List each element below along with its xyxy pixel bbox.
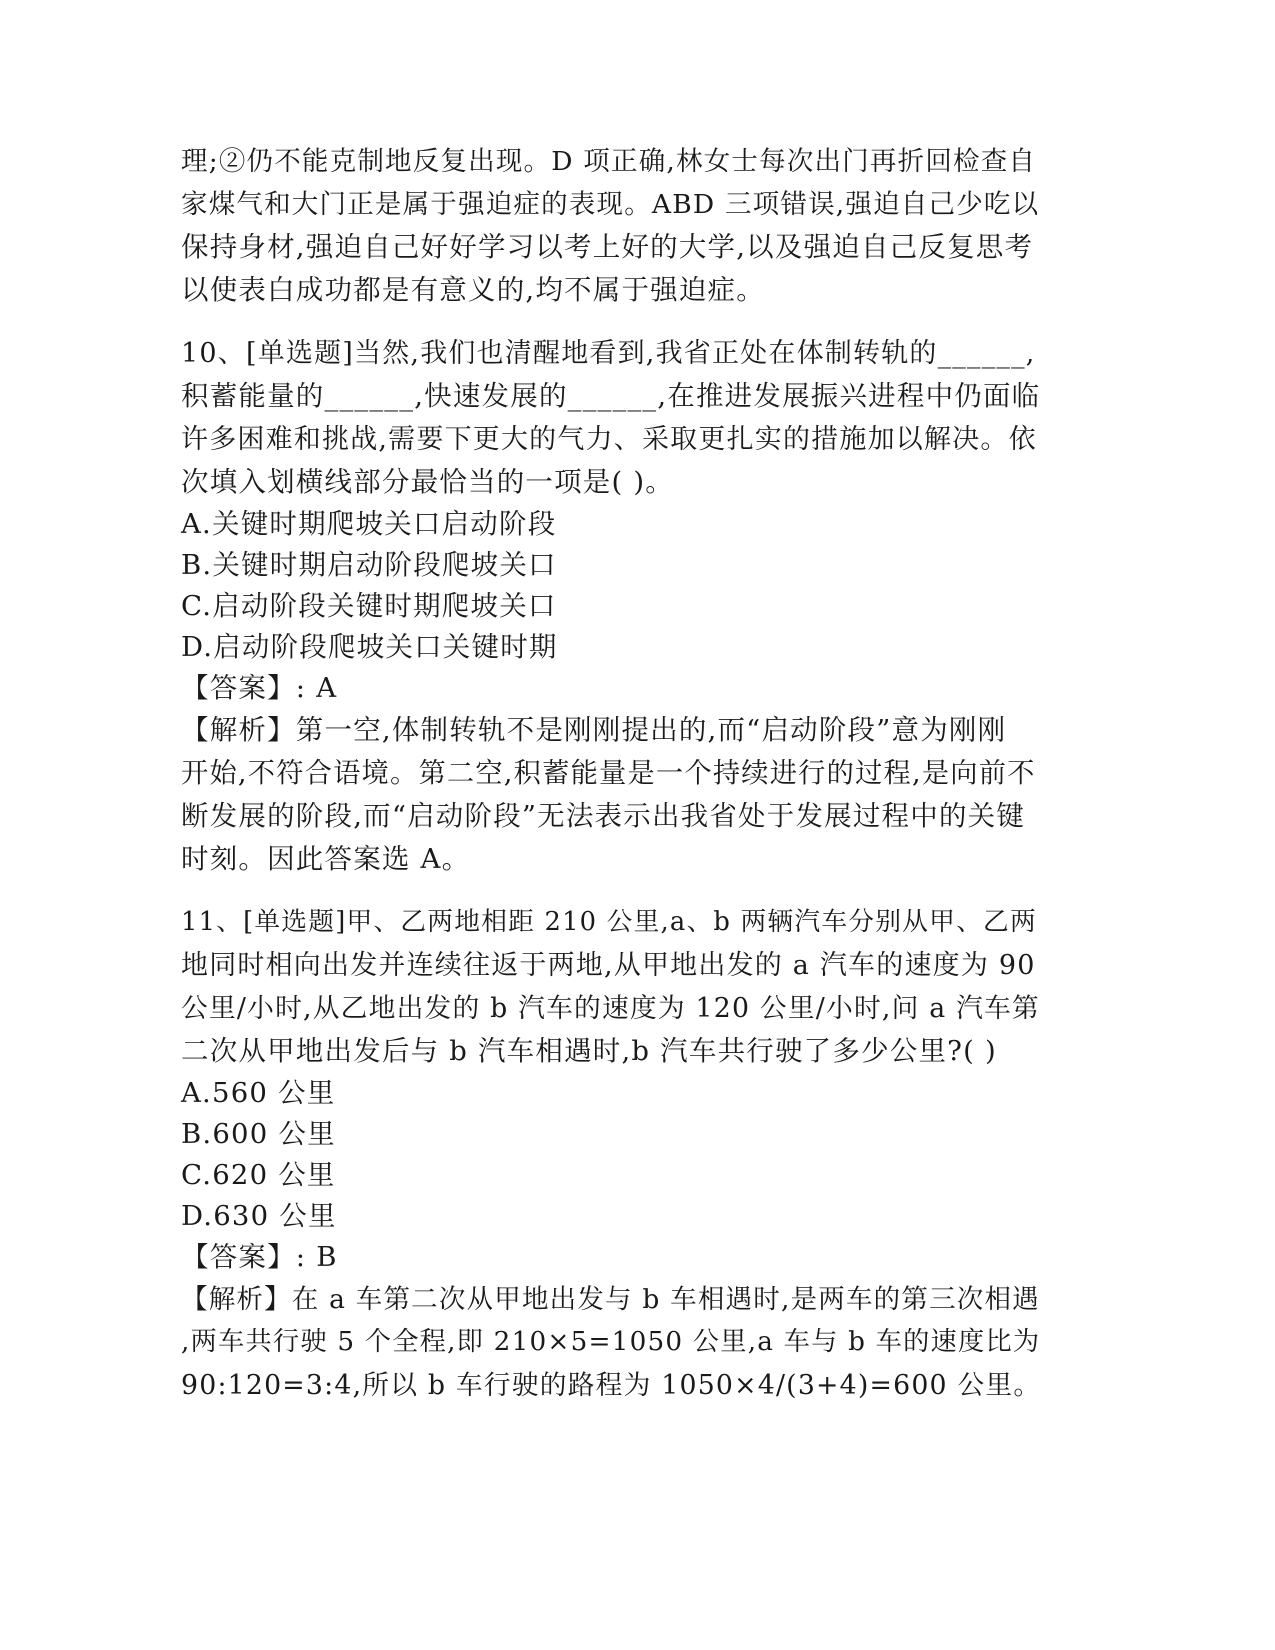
- option-b: B.600 公里: [181, 1118, 336, 1150]
- question-stem: [181, 332, 1041, 504]
- option-d: D.启动阶段爬坡关口关键时期: [181, 631, 558, 663]
- question-stem: [181, 901, 1041, 1073]
- text-line: 90:120=3:4,所以 b 车行驶的路程为 1050×4/(3+4)=600 公里。: [181, 1370, 1042, 1401]
- text-line: 二次从甲地出发后与 b 汽车相遇时,b 汽车共行驶了多少公里?( ): [181, 1035, 997, 1067]
- answer-line: 【答案】: B: [181, 1241, 338, 1273]
- option-b: B.关键时期启动阶段爬坡关口: [181, 549, 557, 581]
- text-line: 以使表白成功都是有意义的,均不属于强迫症。: [181, 274, 765, 306]
- text-line: 10、[单选题]当然,我们也清醒地看到,我省正处在体制转轨的______,: [181, 338, 1036, 369]
- option-c: C.620 公里: [181, 1159, 336, 1191]
- paragraph-gap: [181, 312, 1041, 332]
- text-line: 保持身材,强迫自己好好学习以考上好的大学,以及强迫自己反复思考: [181, 231, 1034, 263]
- option-a: A.关键时期爬坡关口启动阶段: [181, 508, 557, 540]
- previous-analysis-continuation: [181, 140, 1041, 312]
- text-line: 许多困难和挑战,需要下更大的气力、采取更扎实的措施加以解决。依: [181, 424, 1037, 455]
- text-line: 地同时相向出发并连续往返于两地,从甲地出发的 a 汽车的速度为 90: [181, 950, 1036, 981]
- question-11: [181, 901, 1041, 1407]
- text-line: 断发展的阶段,而“启动阶段”无法表示出我省处于发展过程中的关键: [181, 800, 1026, 832]
- text-line: 时刻。因此答案选 A。: [181, 843, 471, 875]
- question-10: [181, 332, 1041, 881]
- paragraph-gap: [181, 881, 1041, 901]
- document-page: [181, 140, 1041, 1407]
- text-line: ,两车共行驶 5 个全程,即 210×5=1050 公里,a 车与 b 车的速度比为: [181, 1327, 1041, 1357]
- text-line: 次填入划横线部分最恰当的一项是( )。: [181, 466, 674, 498]
- text-line: 理;②仍不能克制地反复出现。D 项正确,林女士每次出门再折回检查自: [181, 146, 1037, 177]
- text-line: 开始,不符合语境。第二空,积蓄能量是一个持续进行的过程,是向前不: [181, 758, 1036, 789]
- text-line: 公里/小时,从乙地出发的 b 汽车的速度为 120 公里/小时,问 a 汽车第: [181, 993, 1040, 1024]
- text-line: 积蓄能量的______,快速发展的______,在推进发展振兴进程中仍面临: [181, 380, 1041, 412]
- analysis: [181, 709, 1041, 881]
- text-line: 家煤气和大门正是属于强迫症的表现。ABD 三项错误,强迫自己少吃以: [181, 189, 1040, 220]
- option-d: D.630 公里: [181, 1200, 337, 1232]
- analysis: [181, 1278, 1041, 1407]
- text-line: 【解析】在 a 车第二次从甲地出发与 b 车相遇时,是两车的第三次相遇: [181, 1284, 1040, 1315]
- text-line: 【解析】第一空,体制转轨不是刚刚提出的,而“启动阶段”意为刚刚: [181, 714, 1007, 746]
- option-a: A.560 公里: [181, 1077, 336, 1109]
- text-line: 11、[单选题]甲、乙两地相距 210 公里,a、b 两辆汽车分别从甲、乙两: [181, 907, 1037, 937]
- option-c: C.启动阶段关键时期爬坡关口: [181, 590, 557, 622]
- answer-line: 【答案】: A: [181, 672, 338, 704]
